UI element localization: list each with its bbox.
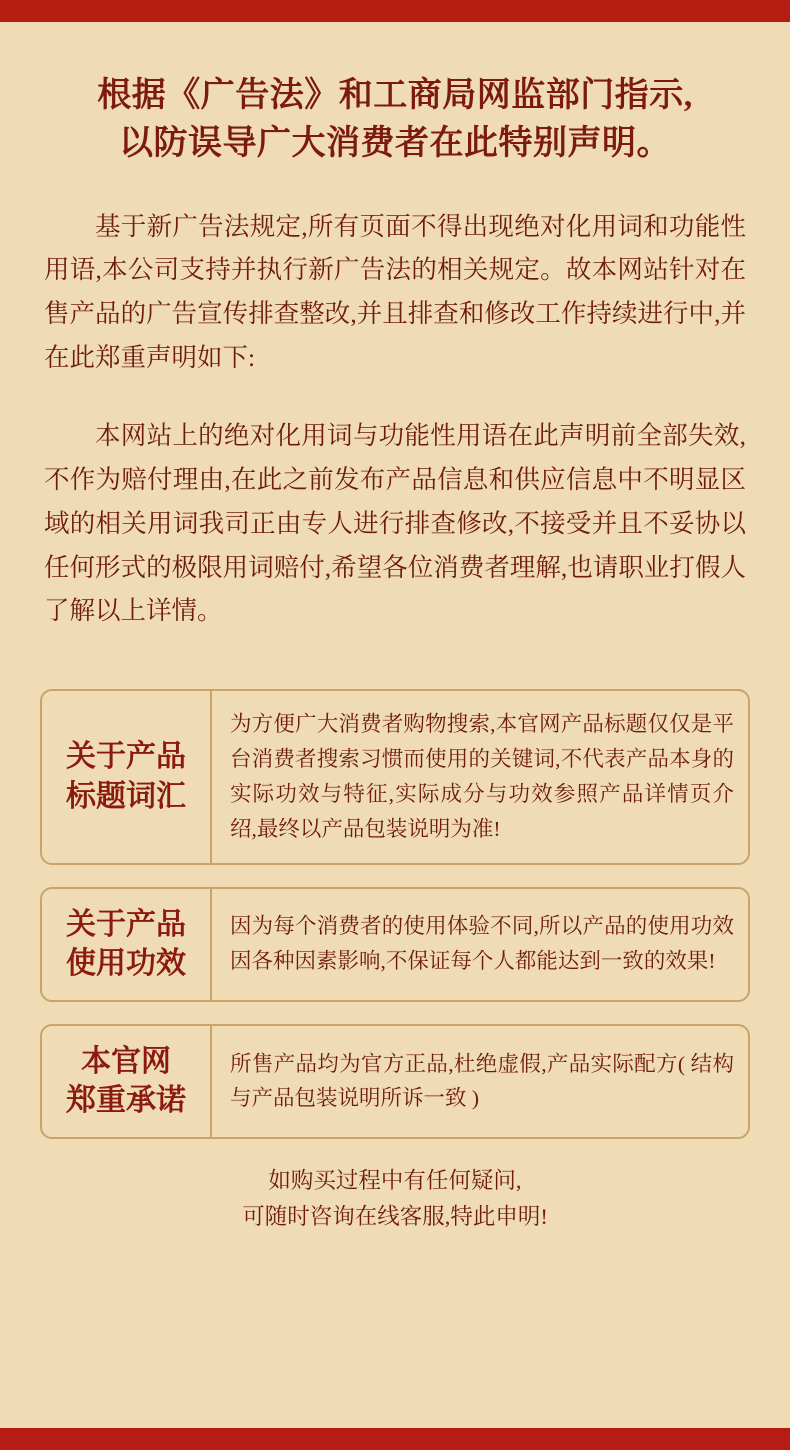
statement-card-body: 所售产品均为官方正品,杜绝虚假,产品实际配方( 结构与产品包装说明所诉一致 ) [230,1051,734,1111]
statement-card-title-line2: 使用功效 [66,947,186,981]
statement-card [40,887,750,1002]
page-title-line2: 以防误导广大消费者在此特别声明。 [119,125,671,163]
footnote [38,1163,752,1235]
statement-card-list [38,689,752,1139]
page-title [38,22,752,169]
statement-card-title [42,889,212,1000]
statement-card-title-line1: 关于产品 [66,907,186,941]
statement-card-title-line2: 郑重承诺 [66,1084,186,1118]
statement-card-body: 为方便广大消费者购物搜索,本官网产品标题仅仅是平台消费者搜索习惯而使用的关键词,不代表产品本身的实际功效与特征,实际成分与功效参照产品详情页介绍,最终以产品包装说明为准! [230,712,734,841]
statement-card-body: 因为每个消费者的使用体验不同,所以产品的使用功效因各种因素影响,不保证每个人都能达到一致的效果! [230,914,734,974]
announcement-panel [0,22,790,1428]
statement-card-title [42,1026,212,1137]
top-accent-bar [0,0,790,22]
paragraph-two: 本网站上的绝对化用词与功能性用语在此声明前全部失效,不作为赔付理由,在此之前发布产品信息和供应信息中不明显区域的相关用词我司正由专人进行排查修改,不接受并且不妥协以任何形式的极限用词赔付,希望各位消费者理解,也请职业打假人了解以上详情。 [44,420,746,626]
page-title-line1: 根据《广告法》和工商局网监部门指示, [97,77,693,114]
statement-card-title [42,691,212,862]
bottom-accent-bar [0,1428,790,1450]
statement-card-title-line1: 本官网 [81,1044,171,1078]
paragraph-one: 基于新广告法规定,所有页面不得出现绝对化用词和功能性用语,本公司支持并执行新广告法的相关规定。故本网站针对在售产品的广告宣传排查整改,并且排查和修改工作持续进行中,并在此郑重声明如下: [44,211,746,373]
statement-card [40,1024,750,1139]
footnote-line1: 如购买过程中有任何疑问, [268,1167,522,1193]
statement-card [40,689,750,864]
statement-card-title-line2: 标题词汇 [66,779,186,813]
statement-card-title-line1: 关于产品 [66,740,186,774]
footnote-line2: 可随时咨询在线客服,特此申明! [242,1203,548,1229]
